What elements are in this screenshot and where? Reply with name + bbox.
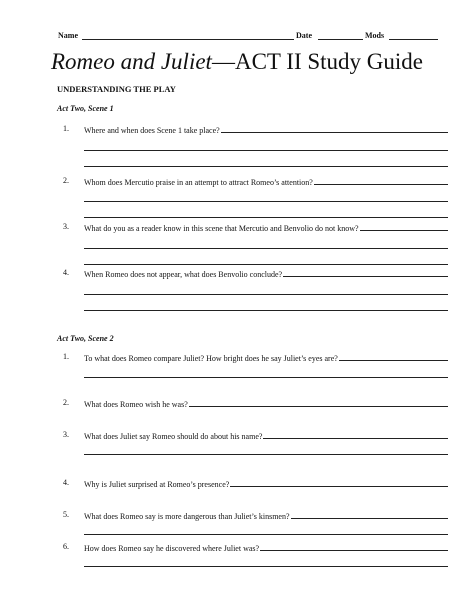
answer-blank[interactable] [291, 518, 448, 519]
question-number: 6. [63, 542, 69, 551]
answer-line[interactable] [84, 248, 448, 249]
question-text: How does Romeo say he discovered where Juliet was? [84, 544, 260, 553]
question-text: Where and when does Scene 1 take place? [84, 126, 220, 135]
question-number: 1. [63, 124, 69, 133]
question-text: What does Romeo wish he was? [84, 400, 188, 409]
answer-blank[interactable] [230, 486, 448, 487]
question-number: 3. [63, 222, 69, 231]
question-number: 2. [63, 176, 69, 185]
answer-line[interactable] [84, 217, 448, 218]
header-row [58, 28, 438, 40]
mods-label: Mods [365, 31, 385, 40]
answer-blank[interactable] [260, 550, 448, 551]
scene2-heading: Act Two, Scene 2 [57, 334, 114, 343]
answer-blank[interactable] [339, 360, 448, 361]
answer-line[interactable] [84, 566, 448, 567]
answer-blank[interactable] [314, 184, 448, 185]
section-heading: UNDERSTANDING THE PLAY [57, 84, 176, 94]
answer-blank[interactable] [189, 406, 448, 407]
question-text: When Romeo does not appear, what does Benvolio conclude? [84, 270, 283, 279]
answer-blank[interactable] [360, 230, 448, 231]
answer-line[interactable] [84, 201, 448, 202]
name-label: Name [58, 31, 78, 40]
answer-line[interactable] [84, 264, 448, 265]
answer-line[interactable] [84, 294, 448, 295]
answer-line[interactable] [84, 454, 448, 455]
question-text: What do you as a reader know in this scene that Mercutio and Benvolio do not know? [84, 224, 359, 233]
question-text: What does Juliet say Romeo should do about his name? [84, 432, 263, 441]
question-number: 3. [63, 430, 69, 439]
name-blank[interactable] [82, 39, 294, 40]
question-text: To what does Romeo compare Juliet? How bright does he say Juliet’s eyes are? [84, 354, 338, 363]
title-rest: —ACT II Study Guide [211, 49, 423, 74]
answer-blank[interactable] [263, 438, 448, 439]
question-text: Whom does Mercutio praise in an attempt to attract Romeo’s attention? [84, 178, 313, 187]
answer-line[interactable] [84, 377, 448, 378]
answer-line[interactable] [84, 534, 448, 535]
answer-blank[interactable] [283, 276, 448, 277]
question-text: What does Romeo say is more dangerous than Juliet’s kinsmen? [84, 512, 290, 521]
mods-blank[interactable] [389, 39, 438, 40]
answer-line[interactable] [84, 150, 448, 151]
scene1-heading: Act Two, Scene 1 [57, 104, 114, 113]
question-text: Why is Juliet surprised at Romeo’s presence? [84, 480, 230, 489]
date-label: Date [296, 31, 312, 40]
answer-line[interactable] [84, 310, 448, 311]
question-number: 5. [63, 510, 69, 519]
answer-blank[interactable] [221, 132, 448, 133]
question-number: 4. [63, 478, 69, 487]
title-play-name: Romeo and Juliet [50, 49, 212, 74]
answer-line[interactable] [84, 166, 448, 167]
question-number: 1. [63, 352, 69, 361]
question-number: 2. [63, 398, 69, 407]
date-blank[interactable] [318, 39, 363, 40]
question-number: 4. [63, 268, 69, 277]
page-title [0, 48, 474, 76]
